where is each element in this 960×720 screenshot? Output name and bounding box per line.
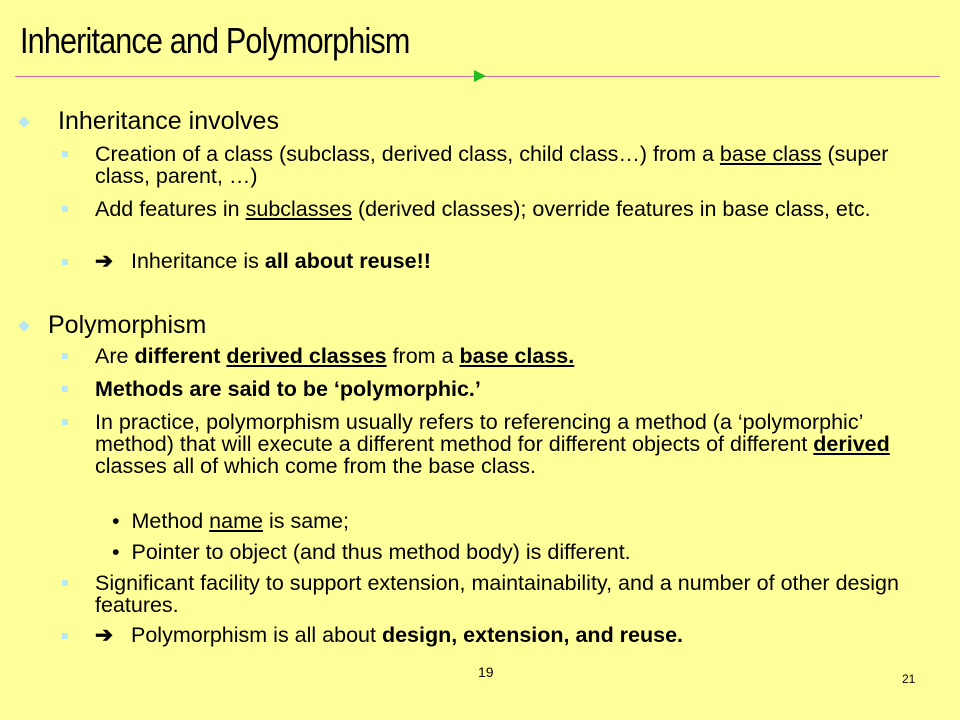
dot-bullet-icon: •: [112, 509, 120, 533]
diamond-bullet-icon: [18, 320, 29, 331]
inheritance-heading: Inheritance involves: [58, 107, 279, 135]
text-run: classes all of which come from the base class.: [95, 454, 536, 478]
polymorphism-item-3: [95, 411, 935, 477]
polymorphism-item-4: Significant facility to support extension, maintainability, and a number of other design features.: [95, 571, 899, 617]
polymorphism-sub-item-2: [112, 540, 631, 565]
right-arrow-icon: ➔: [95, 623, 114, 647]
square-bullet-icon: [62, 633, 68, 639]
text-run: Are: [95, 344, 135, 368]
inheritance-item-3: [95, 250, 935, 272]
bold-text: Methods are said to be ‘polymorphic.’: [95, 377, 481, 401]
text-run: Add features in: [95, 197, 246, 221]
text-run: Polymorphism is all about: [131, 623, 382, 647]
right-arrow-icon: ➔: [95, 249, 114, 273]
square-bullet-icon: [62, 206, 68, 212]
dot-bullet-icon: •: [112, 540, 120, 564]
bold-text: design, extension, and reuse.: [381, 623, 684, 647]
text-run: In practice, polymorphism usually refers to referencing a method (a ‘polymorphic’ method) that will execute a different method for different objects of different: [95, 410, 863, 456]
bold-text: different: [134, 344, 227, 368]
square-bullet-icon: [62, 259, 68, 265]
square-bullet-icon: [62, 386, 68, 392]
text-run: is same;: [262, 509, 349, 533]
bold-text: all about reuse!!: [264, 249, 431, 273]
bold-underlined-text: derived: [813, 432, 890, 456]
underlined-text: subclasses: [245, 197, 352, 221]
inheritance-item-1: [95, 143, 935, 187]
underlined-text: base class: [719, 142, 822, 166]
polymorphism-heading: Polymorphism: [48, 311, 207, 339]
slide-title: Inheritance and Polymorphism: [20, 20, 410, 61]
text-run: Method: [131, 509, 210, 533]
bold-underlined-text: derived classes: [226, 344, 387, 368]
bold-underlined-text: base class.: [459, 344, 575, 368]
text-run: Pointer to object (and thus method body) is different.: [131, 540, 631, 564]
square-bullet-icon: [62, 419, 68, 425]
polymorphism-item-1: [95, 345, 935, 367]
slide-center-number: 19: [478, 664, 494, 680]
text-run: (derived classes); override features in base class, etc.: [351, 197, 871, 221]
polymorphism-item-2: [95, 378, 935, 400]
underlined-text: name: [209, 509, 263, 533]
square-bullet-icon: [62, 580, 68, 586]
square-bullet-icon: [62, 353, 68, 359]
polymorphism-sub-item-1: [112, 509, 349, 534]
square-bullet-icon: [62, 151, 68, 157]
polymorphism-item-5: [95, 624, 935, 646]
text-run: Creation of a class (subclass, derived class, child class…) from a: [95, 142, 720, 166]
diamond-bullet-icon: [18, 116, 29, 127]
inheritance-item-2: [95, 198, 935, 220]
text-run: (super class, parent, …): [95, 142, 889, 188]
text-run: Inheritance is: [131, 249, 265, 273]
text-run: from a: [386, 344, 460, 368]
page-number: 21: [902, 672, 916, 686]
